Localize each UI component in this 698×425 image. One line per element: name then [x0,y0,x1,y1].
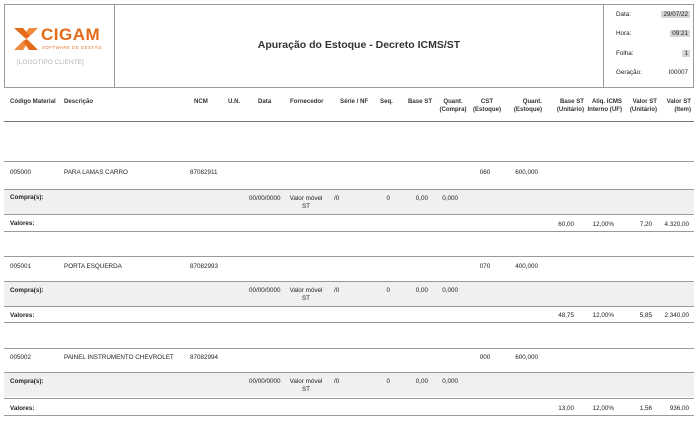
compra-seq: 0 [386,378,390,385]
report-title: Apuração do Estoque - Decreto ICMS/ST [257,39,461,51]
compras-label: Compra(s): [10,194,44,201]
col-codigo: Código Material [10,98,56,105]
item-quant-estoque: 600,000 [515,354,538,361]
item-codigo: 005000 [10,169,32,176]
valores-label: Valores: [10,312,35,319]
col-cst: CST (Estoque) [472,98,502,113]
report-meta [603,5,693,87]
divider [4,322,694,323]
compra-serie: /0 [334,287,340,294]
meta-value: 29/07/22 [663,11,688,18]
divider [4,306,694,307]
item-quant-estoque: 600,000 [515,169,538,176]
valor-st-unit: 5,85 [639,312,652,319]
valor-st-item: 2.340,00 [664,312,689,319]
table-header [4,94,694,122]
item-codigo: 005001 [10,263,32,270]
compras-label: Compra(s): [10,378,44,385]
valor-aliq: 12,00% [592,312,614,319]
valor-st-item: 936,00 [669,405,689,412]
client-logo-placeholder: [LOGOTIPO CLIENTE] [17,59,84,66]
valor-base-st-unit: 48,75 [558,312,574,319]
compras-row [4,373,694,397]
compra-serie: /0 [334,378,340,385]
col-serie: Série / NF [340,98,369,105]
brand-tagline: SOFTWARE DE GESTÃO [42,45,102,50]
compra-seq: 0 [386,195,390,202]
valor-base-st-unit: 60,00 [558,221,574,228]
valor-st-item: 4.320,00 [664,221,689,228]
compra-data: 00/00/0000 [249,287,281,294]
compra-base-st: 0,00 [415,287,428,294]
divider [4,214,694,215]
item-descricao: PAINEL INSTRUMENTO CHEVROLET [64,354,174,361]
divider [4,348,694,349]
meta-time [616,30,690,39]
item-ncm: 87082993 [190,263,219,270]
col-valor-st-unit: Valor ST (Unitário) [629,98,657,113]
divider [4,161,694,162]
compra-fornecedor: Valor móvel ST [289,195,323,210]
meta-label: Data: [616,11,632,18]
item-cst: 070 [479,263,491,270]
compra-base-st: 0,00 [415,195,428,202]
divider [4,256,694,257]
compra-quant: 0,000 [442,378,458,385]
compra-base-st: 0,00 [415,378,428,385]
cigam-logo-icon [14,28,38,50]
compra-fornecedor: Valor móvel ST [289,287,323,302]
compra-fornecedor: Valor móvel ST [289,378,323,393]
col-data: Data [258,98,272,105]
compras-label: Compra(s): [10,287,44,294]
item-descricao: PORTA ESQUERDA [64,263,122,270]
col-ncm: NCM [194,98,208,105]
col-base-st-unit: Base ST (Unitário) [556,98,584,113]
compra-seq: 0 [386,287,390,294]
valor-st-unit: 7,20 [639,221,652,228]
compras-row [4,282,694,306]
divider [4,415,694,416]
compra-quant: 0,000 [442,287,458,294]
compras-row [4,190,694,214]
col-valor-st-item: Valor ST (Item) [666,98,691,113]
item-cst: 060 [479,169,491,176]
item-ncm: 87082911 [190,169,218,176]
valores-label: Valores: [10,405,35,412]
report-header [4,4,694,88]
col-fornecedor: Fornecedor [290,98,324,105]
col-descricao: Descrição [64,98,94,105]
meta-value: 1 [684,50,688,57]
compra-serie: /0 [334,195,340,202]
item-descricao: PARA LAMAS CARRO [64,169,128,176]
item-cst: 000 [479,354,491,361]
divider [4,398,694,399]
meta-date [616,11,690,20]
divider [4,231,694,232]
col-un: U.N. [228,98,241,105]
meta-generation [616,69,690,78]
col-base-st: Base ST [408,98,433,105]
col-aliq-icms: Aliq. ICMS Interno (UF) [587,98,622,113]
valor-aliq: 12,00% [592,221,614,228]
compra-data: 00/00/0000 [249,378,281,385]
valor-base-st-unit: 13,00 [558,405,574,412]
meta-value: 09:21 [672,30,688,37]
item-ncm: 87082994 [190,354,219,361]
col-seq: Seq. [380,98,393,105]
valor-aliq: 12,00% [592,405,614,412]
meta-label: Geração: [616,69,642,76]
item-quant-estoque: 400,000 [515,263,538,270]
col-quant-compra: Quant. (Compra) [439,98,467,113]
valor-st-unit: 1,56 [639,405,652,412]
item-codigo: 005002 [10,354,32,361]
meta-page [616,50,690,59]
compra-quant: 0,000 [442,195,458,202]
compra-data: 00/00/0000 [249,195,281,202]
valores-label: Valores: [10,220,35,227]
logo-area [5,5,115,87]
col-quant-estoque: Quant. (Estoque) [513,98,542,113]
meta-label: Folha: [616,50,634,57]
meta-label: Hora: [616,30,632,37]
brand-name: CIGAM [41,25,101,44]
meta-value: I00007 [668,69,688,76]
